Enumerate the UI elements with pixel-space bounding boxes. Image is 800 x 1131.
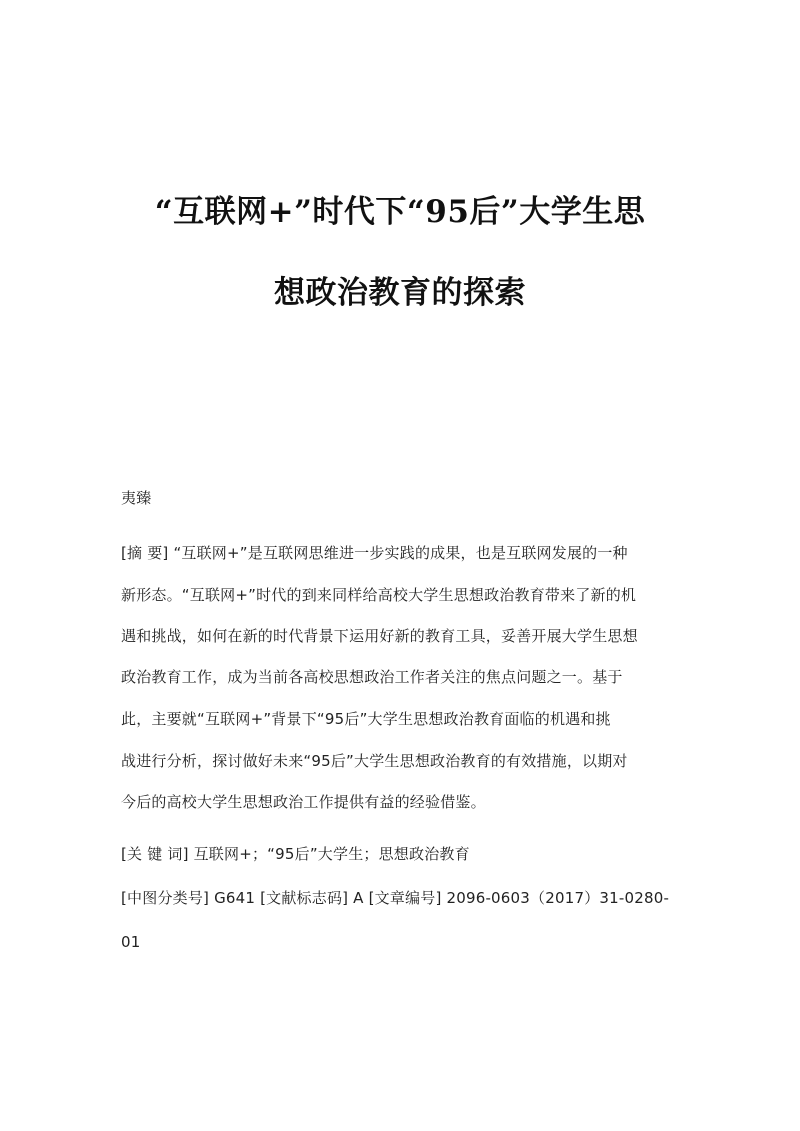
abstract-line-5: 此，主要就“互联网+”背景下“95后”大学生思想政治教育面临的机遇和挑: [121, 710, 611, 728]
keywords-line: [关 键 词] 互联网+；“95后”大学生；思想政治教育: [121, 845, 470, 863]
classification-line-1: [中图分类号] G641 [文献标志码] A [文章编号] 2096-0603（2017）31-0280-: [121, 889, 670, 907]
abstract-line-6: 战进行分析，探讨做好未来“95后”大学生思想政治教育的有效措施，以期对: [121, 752, 628, 770]
abstract-line-4: 政治教育工作，成为当前各高校思想政治工作者关注的焦点问题之一。基于: [121, 668, 623, 686]
title-line-1: “互联网+”时代下“95后”大学生思: [154, 194, 646, 230]
author-name: 夷臻: [121, 489, 152, 507]
classification-line-2: 01: [121, 933, 141, 951]
abstract-line-7: 今后的高校大学生思想政治工作提供有益的经验借鉴。: [121, 793, 486, 811]
title-line-2: 想政治教育的探索: [274, 275, 526, 311]
abstract-line-3: 遇和挑战，如何在新的时代背景下运用好新的教育工具，妥善开展大学生思想: [121, 627, 638, 645]
abstract-line-1: [摘 要] “互联网+”是互联网思维进一步实践的成果，也是互联网发展的一种: [121, 544, 628, 562]
abstract-line-2: 新形态。“互联网+”时代的到来同样给高校大学生思想政治教育带来了新的机: [121, 586, 637, 604]
